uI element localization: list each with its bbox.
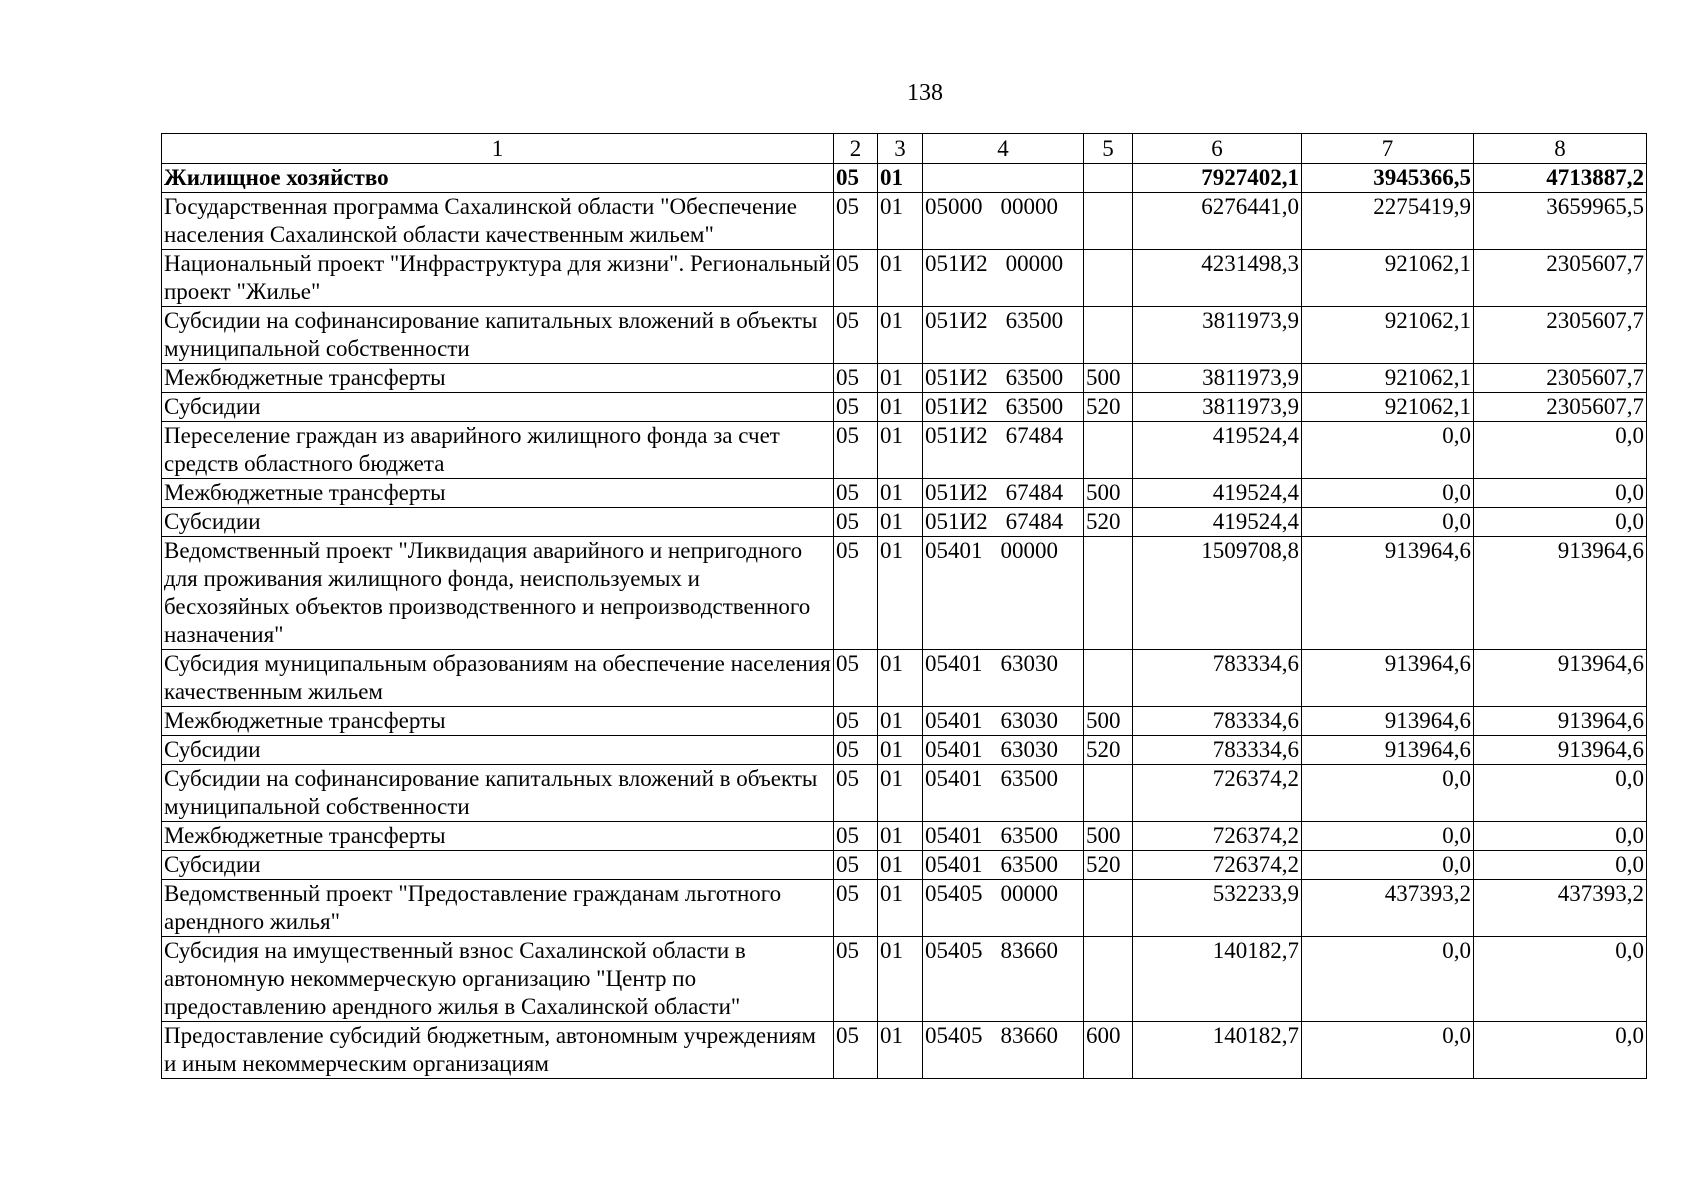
target-article-cell bbox=[923, 765, 1084, 822]
target-article-prefix: 05401 bbox=[925, 651, 983, 676]
target-article-cell bbox=[923, 736, 1084, 765]
amount-col6-cell: 4231498,3 bbox=[1133, 250, 1302, 307]
subsection-code-cell: 01 bbox=[878, 880, 923, 937]
target-article-suffix: 63500 bbox=[1000, 852, 1058, 877]
target-article-suffix: 00000 bbox=[1000, 194, 1058, 219]
target-article-prefix: 05401 bbox=[925, 852, 983, 877]
subsection-code-cell: 01 bbox=[878, 1022, 923, 1079]
amount-col7-cell: 437393,2 bbox=[1302, 880, 1474, 937]
expense-type-cell: 520 bbox=[1084, 508, 1133, 537]
amount-col8-cell: 3659965,5 bbox=[1474, 193, 1647, 250]
target-article-cell bbox=[923, 937, 1084, 1022]
target-article-cell bbox=[923, 479, 1084, 508]
budget-table bbox=[161, 133, 1647, 1079]
column-header: 2 bbox=[834, 134, 878, 164]
target-article-prefix: 05401 bbox=[925, 766, 983, 791]
amount-col7-cell: 0,0 bbox=[1302, 937, 1474, 1022]
item-name-cell: Ведомственный проект "Ликвидация аварийного и непригодного для проживания жилищного фонда, неиспользуемых и бесхозяйных объектов производственного и непроизводственного назначения" bbox=[162, 537, 834, 650]
subsection-code-cell: 01 bbox=[878, 736, 923, 765]
amount-col8-cell: 2305607,7 bbox=[1474, 393, 1647, 422]
amount-col6-cell: 783334,6 bbox=[1133, 736, 1302, 765]
item-name-cell: Предоставление субсидий бюджетным, автономным учреждениям и иным некоммерческим организациям bbox=[162, 1022, 834, 1079]
target-article-suffix: 63030 bbox=[1000, 708, 1058, 733]
expense-type-cell: 600 bbox=[1084, 1022, 1133, 1079]
column-header: 8 bbox=[1474, 134, 1647, 164]
target-article-cell bbox=[923, 707, 1084, 736]
amount-col8-cell: 913964,6 bbox=[1474, 537, 1647, 650]
amount-col7-cell: 0,0 bbox=[1302, 422, 1474, 479]
target-article-suffix: 63030 bbox=[1000, 651, 1058, 676]
section-code-cell: 05 bbox=[834, 422, 878, 479]
section-code-cell: 05 bbox=[834, 250, 878, 307]
amount-col6-cell: 3811973,9 bbox=[1133, 393, 1302, 422]
table-row bbox=[162, 765, 1647, 822]
expense-type-cell bbox=[1084, 537, 1133, 650]
section-code-cell: 05 bbox=[834, 851, 878, 880]
amount-col6-cell: 419524,4 bbox=[1133, 479, 1302, 508]
amount-col8-cell: 0,0 bbox=[1474, 422, 1647, 479]
table-row bbox=[162, 393, 1647, 422]
section-code-cell: 05 bbox=[834, 822, 878, 851]
amount-col7-cell: 0,0 bbox=[1302, 851, 1474, 880]
amount-col7-cell: 913964,6 bbox=[1302, 707, 1474, 736]
amount-col6-cell: 6276441,0 bbox=[1133, 193, 1302, 250]
target-article-prefix: 051И2 bbox=[925, 251, 988, 276]
amount-col7-cell: 913964,6 bbox=[1302, 537, 1474, 650]
subsection-code-cell: 01 bbox=[878, 422, 923, 479]
expense-type-cell bbox=[1084, 193, 1133, 250]
amount-col7-cell: 0,0 bbox=[1302, 479, 1474, 508]
subsection-code-cell: 01 bbox=[878, 250, 923, 307]
amount-col6-cell: 3811973,9 bbox=[1133, 364, 1302, 393]
subsection-code-cell: 01 bbox=[878, 479, 923, 508]
table-row bbox=[162, 851, 1647, 880]
target-article-suffix: 63500 bbox=[1005, 365, 1064, 390]
expense-type-cell: 500 bbox=[1084, 364, 1133, 393]
expense-type-cell: 500 bbox=[1084, 707, 1133, 736]
table-row bbox=[162, 164, 1647, 193]
item-name-cell: Межбюджетные трансферты bbox=[162, 822, 834, 851]
target-article-prefix: 05405 bbox=[925, 1023, 983, 1048]
amount-col8-cell: 0,0 bbox=[1474, 765, 1647, 822]
target-article-prefix: 05401 bbox=[925, 538, 983, 563]
target-article-cell bbox=[923, 851, 1084, 880]
target-article-suffix: 67484 bbox=[1005, 509, 1064, 534]
table-row bbox=[162, 537, 1647, 650]
expense-type-cell: 500 bbox=[1084, 822, 1133, 851]
target-article-prefix: 05000 bbox=[925, 194, 983, 219]
amount-col6-cell: 419524,4 bbox=[1133, 422, 1302, 479]
target-article-cell bbox=[923, 508, 1084, 537]
target-article-cell bbox=[923, 364, 1084, 393]
table-header-row bbox=[162, 134, 1647, 164]
section-code-cell: 05 bbox=[834, 765, 878, 822]
expense-type-cell: 500 bbox=[1084, 479, 1133, 508]
section-code-cell: 05 bbox=[834, 880, 878, 937]
amount-col6-cell: 3811973,9 bbox=[1133, 307, 1302, 364]
item-name-cell: Национальный проект "Инфраструктура для жизни". Региональный проект "Жилье" bbox=[162, 250, 834, 307]
section-code-cell: 05 bbox=[834, 937, 878, 1022]
amount-col8-cell: 0,0 bbox=[1474, 937, 1647, 1022]
amount-col6-cell: 140182,7 bbox=[1133, 937, 1302, 1022]
amount-col8-cell: 913964,6 bbox=[1474, 736, 1647, 765]
target-article-suffix: 63500 bbox=[1005, 308, 1064, 333]
amount-col7-cell: 0,0 bbox=[1302, 765, 1474, 822]
subsection-code-cell: 01 bbox=[878, 650, 923, 707]
target-article-cell bbox=[923, 422, 1084, 479]
table-row bbox=[162, 1022, 1647, 1079]
expense-type-cell bbox=[1084, 765, 1133, 822]
table-row bbox=[162, 736, 1647, 765]
table-row bbox=[162, 364, 1647, 393]
table-row bbox=[162, 822, 1647, 851]
item-name-cell: Государственная программа Сахалинской области "Обеспечение населения Сахалинской области качественным жильем" bbox=[162, 193, 834, 250]
subsection-code-cell: 01 bbox=[878, 307, 923, 364]
table-row bbox=[162, 422, 1647, 479]
target-article-suffix: 63500 bbox=[1000, 823, 1058, 848]
expense-type-cell bbox=[1084, 164, 1133, 193]
amount-col7-cell: 921062,1 bbox=[1302, 364, 1474, 393]
target-article-prefix: 051И2 bbox=[925, 308, 988, 333]
target-article-suffix: 67484 bbox=[1005, 423, 1064, 448]
section-code-cell: 05 bbox=[834, 707, 878, 736]
amount-col8-cell: 0,0 bbox=[1474, 1022, 1647, 1079]
column-header: 1 bbox=[162, 134, 834, 164]
subsection-code-cell: 01 bbox=[878, 393, 923, 422]
target-article-suffix: 63030 bbox=[1000, 737, 1058, 762]
target-article-prefix: 05401 bbox=[925, 823, 983, 848]
target-article-cell bbox=[923, 193, 1084, 250]
section-code-cell: 05 bbox=[834, 736, 878, 765]
section-code-cell: 05 bbox=[834, 164, 878, 193]
item-name-cell: Субсидии на софинансирование капитальных вложений в объекты муниципальной собственности bbox=[162, 765, 834, 822]
amount-col7-cell: 913964,6 bbox=[1302, 736, 1474, 765]
amount-col6-cell: 1509708,8 bbox=[1133, 537, 1302, 650]
item-name-cell: Субсидии bbox=[162, 393, 834, 422]
amount-col7-cell: 0,0 bbox=[1302, 508, 1474, 537]
column-header: 6 bbox=[1133, 134, 1302, 164]
item-name-cell: Субсидия муниципальным образованиям на обеспечение населения качественным жильем bbox=[162, 650, 834, 707]
expense-type-cell: 520 bbox=[1084, 736, 1133, 765]
amount-col7-cell: 0,0 bbox=[1302, 1022, 1474, 1079]
amount-col6-cell: 726374,2 bbox=[1133, 765, 1302, 822]
target-article-prefix: 05405 bbox=[925, 881, 983, 906]
item-name-cell: Межбюджетные трансферты bbox=[162, 479, 834, 508]
subsection-code-cell: 01 bbox=[878, 707, 923, 736]
subsection-code-cell: 01 bbox=[878, 193, 923, 250]
amount-col8-cell: 0,0 bbox=[1474, 508, 1647, 537]
table-row bbox=[162, 307, 1647, 364]
section-code-cell: 05 bbox=[834, 537, 878, 650]
section-code-cell: 05 bbox=[834, 393, 878, 422]
column-header: 3 bbox=[878, 134, 923, 164]
item-name-cell: Межбюджетные трансферты bbox=[162, 707, 834, 736]
amount-col7-cell: 0,0 bbox=[1302, 822, 1474, 851]
target-article-prefix: 05405 bbox=[925, 938, 983, 963]
target-article-cell bbox=[923, 650, 1084, 707]
target-article-prefix: 051И2 bbox=[925, 480, 988, 505]
amount-col6-cell: 7927402,1 bbox=[1133, 164, 1302, 193]
item-name-cell: Переселение граждан из аварийного жилищного фонда за счет средств областного бюджета bbox=[162, 422, 834, 479]
amount-col6-cell: 726374,2 bbox=[1133, 822, 1302, 851]
target-article-cell bbox=[923, 250, 1084, 307]
amount-col7-cell: 2275419,9 bbox=[1302, 193, 1474, 250]
amount-col7-cell: 921062,1 bbox=[1302, 393, 1474, 422]
amount-col6-cell: 726374,2 bbox=[1133, 851, 1302, 880]
expense-type-cell bbox=[1084, 880, 1133, 937]
table-row bbox=[162, 250, 1647, 307]
column-header: 7 bbox=[1302, 134, 1474, 164]
section-code-cell: 05 bbox=[834, 307, 878, 364]
target-article-prefix: 051И2 bbox=[925, 365, 988, 390]
column-header: 4 bbox=[923, 134, 1084, 164]
section-code-cell: 05 bbox=[834, 508, 878, 537]
item-name-cell: Ведомственный проект "Предоставление гражданам льготного арендного жилья" bbox=[162, 880, 834, 937]
table-row bbox=[162, 650, 1647, 707]
amount-col7-cell: 3945366,5 bbox=[1302, 164, 1474, 193]
target-article-cell bbox=[923, 393, 1084, 422]
target-article-cell bbox=[923, 307, 1084, 364]
item-name-cell: Субсидии bbox=[162, 508, 834, 537]
target-article-cell bbox=[923, 537, 1084, 650]
table-row bbox=[162, 508, 1647, 537]
amount-col8-cell: 2305607,7 bbox=[1474, 307, 1647, 364]
table-body bbox=[162, 164, 1647, 1079]
section-code-cell: 05 bbox=[834, 650, 878, 707]
amount-col8-cell: 913964,6 bbox=[1474, 707, 1647, 736]
subsection-code-cell: 01 bbox=[878, 537, 923, 650]
amount-col7-cell: 921062,1 bbox=[1302, 307, 1474, 364]
target-article-prefix: 05401 bbox=[925, 737, 983, 762]
expense-type-cell: 520 bbox=[1084, 851, 1133, 880]
table-row bbox=[162, 937, 1647, 1022]
target-article-prefix: 051И2 bbox=[925, 394, 988, 419]
amount-col7-cell: 921062,1 bbox=[1302, 250, 1474, 307]
section-code-cell: 05 bbox=[834, 193, 878, 250]
target-article-cell bbox=[923, 880, 1084, 937]
target-article-cell bbox=[923, 1022, 1084, 1079]
amount-col8-cell: 0,0 bbox=[1474, 822, 1647, 851]
table-row bbox=[162, 707, 1647, 736]
table-row bbox=[162, 880, 1647, 937]
expense-type-cell: 520 bbox=[1084, 393, 1133, 422]
item-name-cell: Субсидия на имущественный взнос Сахалинской области в автономную некоммерческую организацию "Центр по предоставлению арендного жилья в Сахалинской области" bbox=[162, 937, 834, 1022]
item-name-cell: Субсидии bbox=[162, 851, 834, 880]
target-article-cell bbox=[923, 164, 1084, 193]
amount-col8-cell: 4713887,2 bbox=[1474, 164, 1647, 193]
target-article-suffix: 00000 bbox=[1000, 881, 1058, 906]
amount-col8-cell: 437393,2 bbox=[1474, 880, 1647, 937]
target-article-suffix: 63500 bbox=[1005, 394, 1064, 419]
table-row bbox=[162, 193, 1647, 250]
page-number: 138 bbox=[907, 80, 943, 106]
section-code-cell: 05 bbox=[834, 479, 878, 508]
target-article-suffix: 00000 bbox=[1000, 538, 1058, 563]
target-article-prefix: 051И2 bbox=[925, 423, 988, 448]
amount-col8-cell: 0,0 bbox=[1474, 479, 1647, 508]
target-article-prefix: 051И2 bbox=[925, 509, 988, 534]
target-article-suffix: 67484 bbox=[1005, 480, 1064, 505]
subsection-code-cell: 01 bbox=[878, 765, 923, 822]
item-name-cell: Межбюджетные трансферты bbox=[162, 364, 834, 393]
target-article-prefix: 05401 bbox=[925, 708, 983, 733]
amount-col8-cell: 913964,6 bbox=[1474, 650, 1647, 707]
amount-col8-cell: 2305607,7 bbox=[1474, 250, 1647, 307]
table-row bbox=[162, 479, 1647, 508]
item-name-cell: Субсидии bbox=[162, 736, 834, 765]
section-code-cell: 05 bbox=[834, 364, 878, 393]
expense-type-cell bbox=[1084, 422, 1133, 479]
subsection-code-cell: 01 bbox=[878, 822, 923, 851]
subsection-code-cell: 01 bbox=[878, 364, 923, 393]
column-header: 5 bbox=[1084, 134, 1133, 164]
amount-col7-cell: 913964,6 bbox=[1302, 650, 1474, 707]
expense-type-cell bbox=[1084, 250, 1133, 307]
amount-col8-cell: 2305607,7 bbox=[1474, 364, 1647, 393]
amount-col6-cell: 419524,4 bbox=[1133, 508, 1302, 537]
expense-type-cell bbox=[1084, 937, 1133, 1022]
section-code-cell: 05 bbox=[834, 1022, 878, 1079]
target-article-suffix: 83660 bbox=[1000, 1023, 1058, 1048]
target-article-cell bbox=[923, 822, 1084, 851]
subsection-code-cell: 01 bbox=[878, 851, 923, 880]
item-name-cell: Жилищное хозяйство bbox=[162, 164, 834, 193]
amount-col8-cell: 0,0 bbox=[1474, 851, 1647, 880]
subsection-code-cell: 01 bbox=[878, 508, 923, 537]
target-article-suffix: 63500 bbox=[1000, 766, 1058, 791]
subsection-code-cell: 01 bbox=[878, 164, 923, 193]
subsection-code-cell: 01 bbox=[878, 937, 923, 1022]
expense-type-cell bbox=[1084, 650, 1133, 707]
target-article-suffix: 83660 bbox=[1000, 938, 1058, 963]
amount-col6-cell: 140182,7 bbox=[1133, 1022, 1302, 1079]
target-article-suffix: 00000 bbox=[1005, 251, 1064, 276]
amount-col6-cell: 783334,6 bbox=[1133, 650, 1302, 707]
amount-col6-cell: 532233,9 bbox=[1133, 880, 1302, 937]
item-name-cell: Субсидии на софинансирование капитальных вложений в объекты муниципальной собственности bbox=[162, 307, 834, 364]
expense-type-cell bbox=[1084, 307, 1133, 364]
amount-col6-cell: 783334,6 bbox=[1133, 707, 1302, 736]
